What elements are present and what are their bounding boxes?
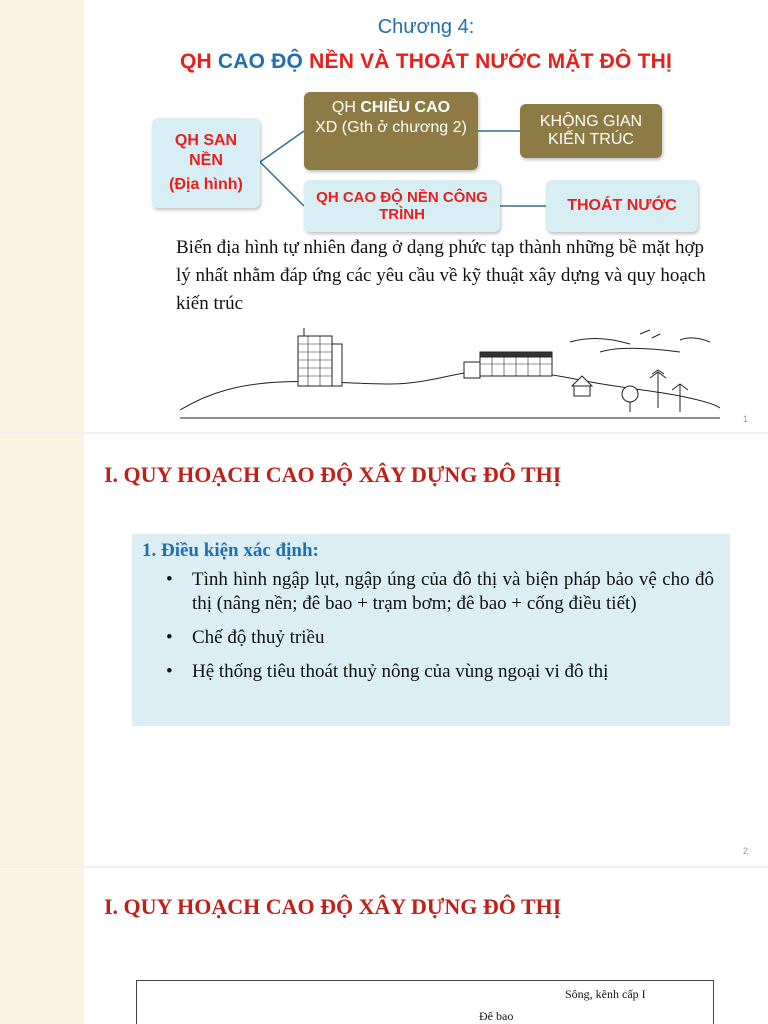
subtitle-part3: NỀN VÀ THOÁT NƯỚC MẶT ĐÔ THỊ [303, 50, 673, 73]
slide-number: 1 [742, 414, 748, 424]
conditions-box [132, 534, 730, 726]
chieu-cao-bold: CHIỀU CAO [360, 99, 451, 116]
chieu-cao-rest: XD (Gth ở chương 2) [315, 119, 467, 136]
slide-accent-bar [0, 434, 84, 866]
slide-1 [0, 0, 768, 432]
slide-3 [0, 868, 768, 1024]
list-item [142, 568, 714, 616]
diagram-box-khong-gian: KHỘNG GIAN KIẾN TRÚC [520, 104, 662, 158]
list-item [142, 626, 714, 650]
label-river: Sông, kênh cấp I [565, 987, 646, 1001]
landscape-illustration [180, 322, 720, 420]
condition-text: Chế độ thuỷ triều [192, 627, 325, 648]
condition-text: Hệ thống tiêu thoát thuỷ nông của vùng ngoại vi đô thị [192, 661, 609, 682]
conditions-list [142, 568, 714, 684]
bullet-icon: • [166, 627, 173, 648]
conditions-title: 1. Điều kiện xác định: [142, 540, 319, 561]
chapter-title: Chương 4: [377, 16, 475, 38]
san-nen-line1: QH SAN NỀN [174, 132, 238, 169]
subtitle-part2: CAO ĐỘ [217, 50, 304, 73]
section-heading: I. QUY HOẠCH CAO ĐỘ XÂY DỰNG ĐÔ THỊ [104, 894, 562, 919]
diagram-box-san-nen [152, 118, 260, 208]
intro-text: Biến địa hình tự nhiên đang ở dạng phức tạp thành những bề mặt hợp lý nhất nhằm đáp ứng các yêu cầu về kỹ thuật xây dựng và quy hoạch kiến trúc [176, 237, 706, 314]
san-nen-line2: (Địa hình) [169, 176, 243, 193]
subtitle-part1: QH [179, 50, 218, 73]
section-heading: I. QUY HOẠCH CAO ĐỘ XÂY DỰNG ĐÔ THỊ [104, 462, 562, 487]
list-item [142, 660, 714, 684]
slide-number: 2 [742, 846, 748, 856]
diagram-box-thoat-nuoc: THOÁT NƯỚC [546, 180, 698, 232]
slide-accent-bar [0, 868, 84, 1024]
bullet-icon: • [166, 661, 173, 682]
bullet-icon: • [166, 569, 173, 590]
condition-text: Tình hình ngập lụt, ngập úng của đô thị và biện pháp bảo vệ cho đô thị (nâng nền; đê bao + trạm bơm; đê bao + cống điều tiết) [192, 569, 714, 614]
label-dyke: Đê bao [479, 1009, 514, 1023]
diagram-box-cao-do: QH CAO ĐỘ NỀN CÔNG TRÌNH [304, 180, 500, 232]
chieu-cao-prefix: QH [331, 99, 361, 116]
diagram-box-chieu-cao [304, 92, 478, 170]
slide-2 [0, 434, 768, 866]
diagram-frame [136, 980, 714, 1024]
